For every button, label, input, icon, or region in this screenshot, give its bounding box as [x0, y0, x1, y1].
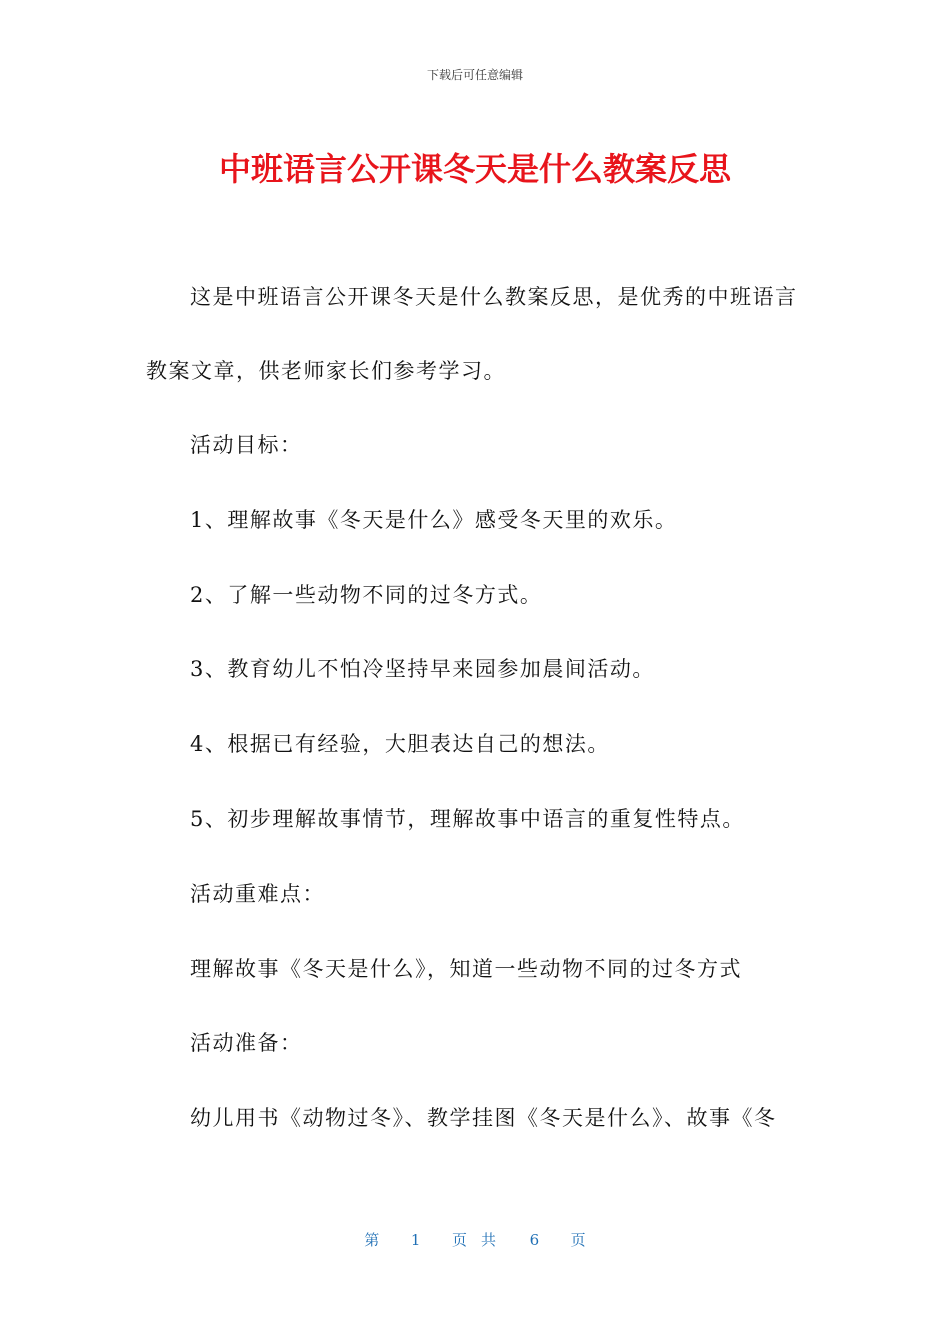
section-heading-goals: 活动目标：: [190, 433, 303, 457]
goal-item-3: 3、教育幼儿不怕冷坚持早来园参加晨间活动。: [190, 657, 655, 681]
footer-page-suffix: 页: [570, 1231, 586, 1249]
document-title: 中班语言公开课冬天是什么教案反思: [218, 150, 731, 188]
section-heading-preparation: 活动准备：: [190, 1031, 303, 1055]
footer-page-number: 1: [410, 1231, 421, 1249]
goal-item-1: 1、理解故事《冬天是什么》感受冬天里的欢乐。: [190, 508, 678, 532]
footer-page-prefix: 第: [364, 1231, 380, 1249]
paragraph-intro-line1: 这是中班语言公开课冬天是什么教案反思，是优秀的中班语言: [190, 285, 798, 309]
goal-item-5: 5、初步理解故事情节，理解故事中语言的重复性特点。: [190, 807, 745, 831]
goal-item-4: 4、根据已有经验，大胆表达自己的想法。: [190, 732, 610, 756]
footer-page-middle: 页共: [451, 1231, 510, 1249]
header-note: 下载后可任意编辑: [426, 68, 523, 82]
footer-total-pages: 6: [529, 1231, 540, 1249]
page-footer: [0, 1229, 950, 1250]
goal-item-2: 2、了解一些动物不同的过冬方式。: [190, 583, 543, 607]
key-points-text: 理解故事《冬天是什么》，知道一些动物不同的过冬方式: [190, 957, 742, 981]
preparation-text: 幼儿用书《动物过冬》、教学挂图《冬天是什么》、故事《冬: [190, 1106, 777, 1130]
paragraph-intro-line2: 教案文章，供老师家长们参考学习。: [146, 359, 506, 383]
section-heading-key-points: 活动重难点：: [190, 882, 325, 906]
